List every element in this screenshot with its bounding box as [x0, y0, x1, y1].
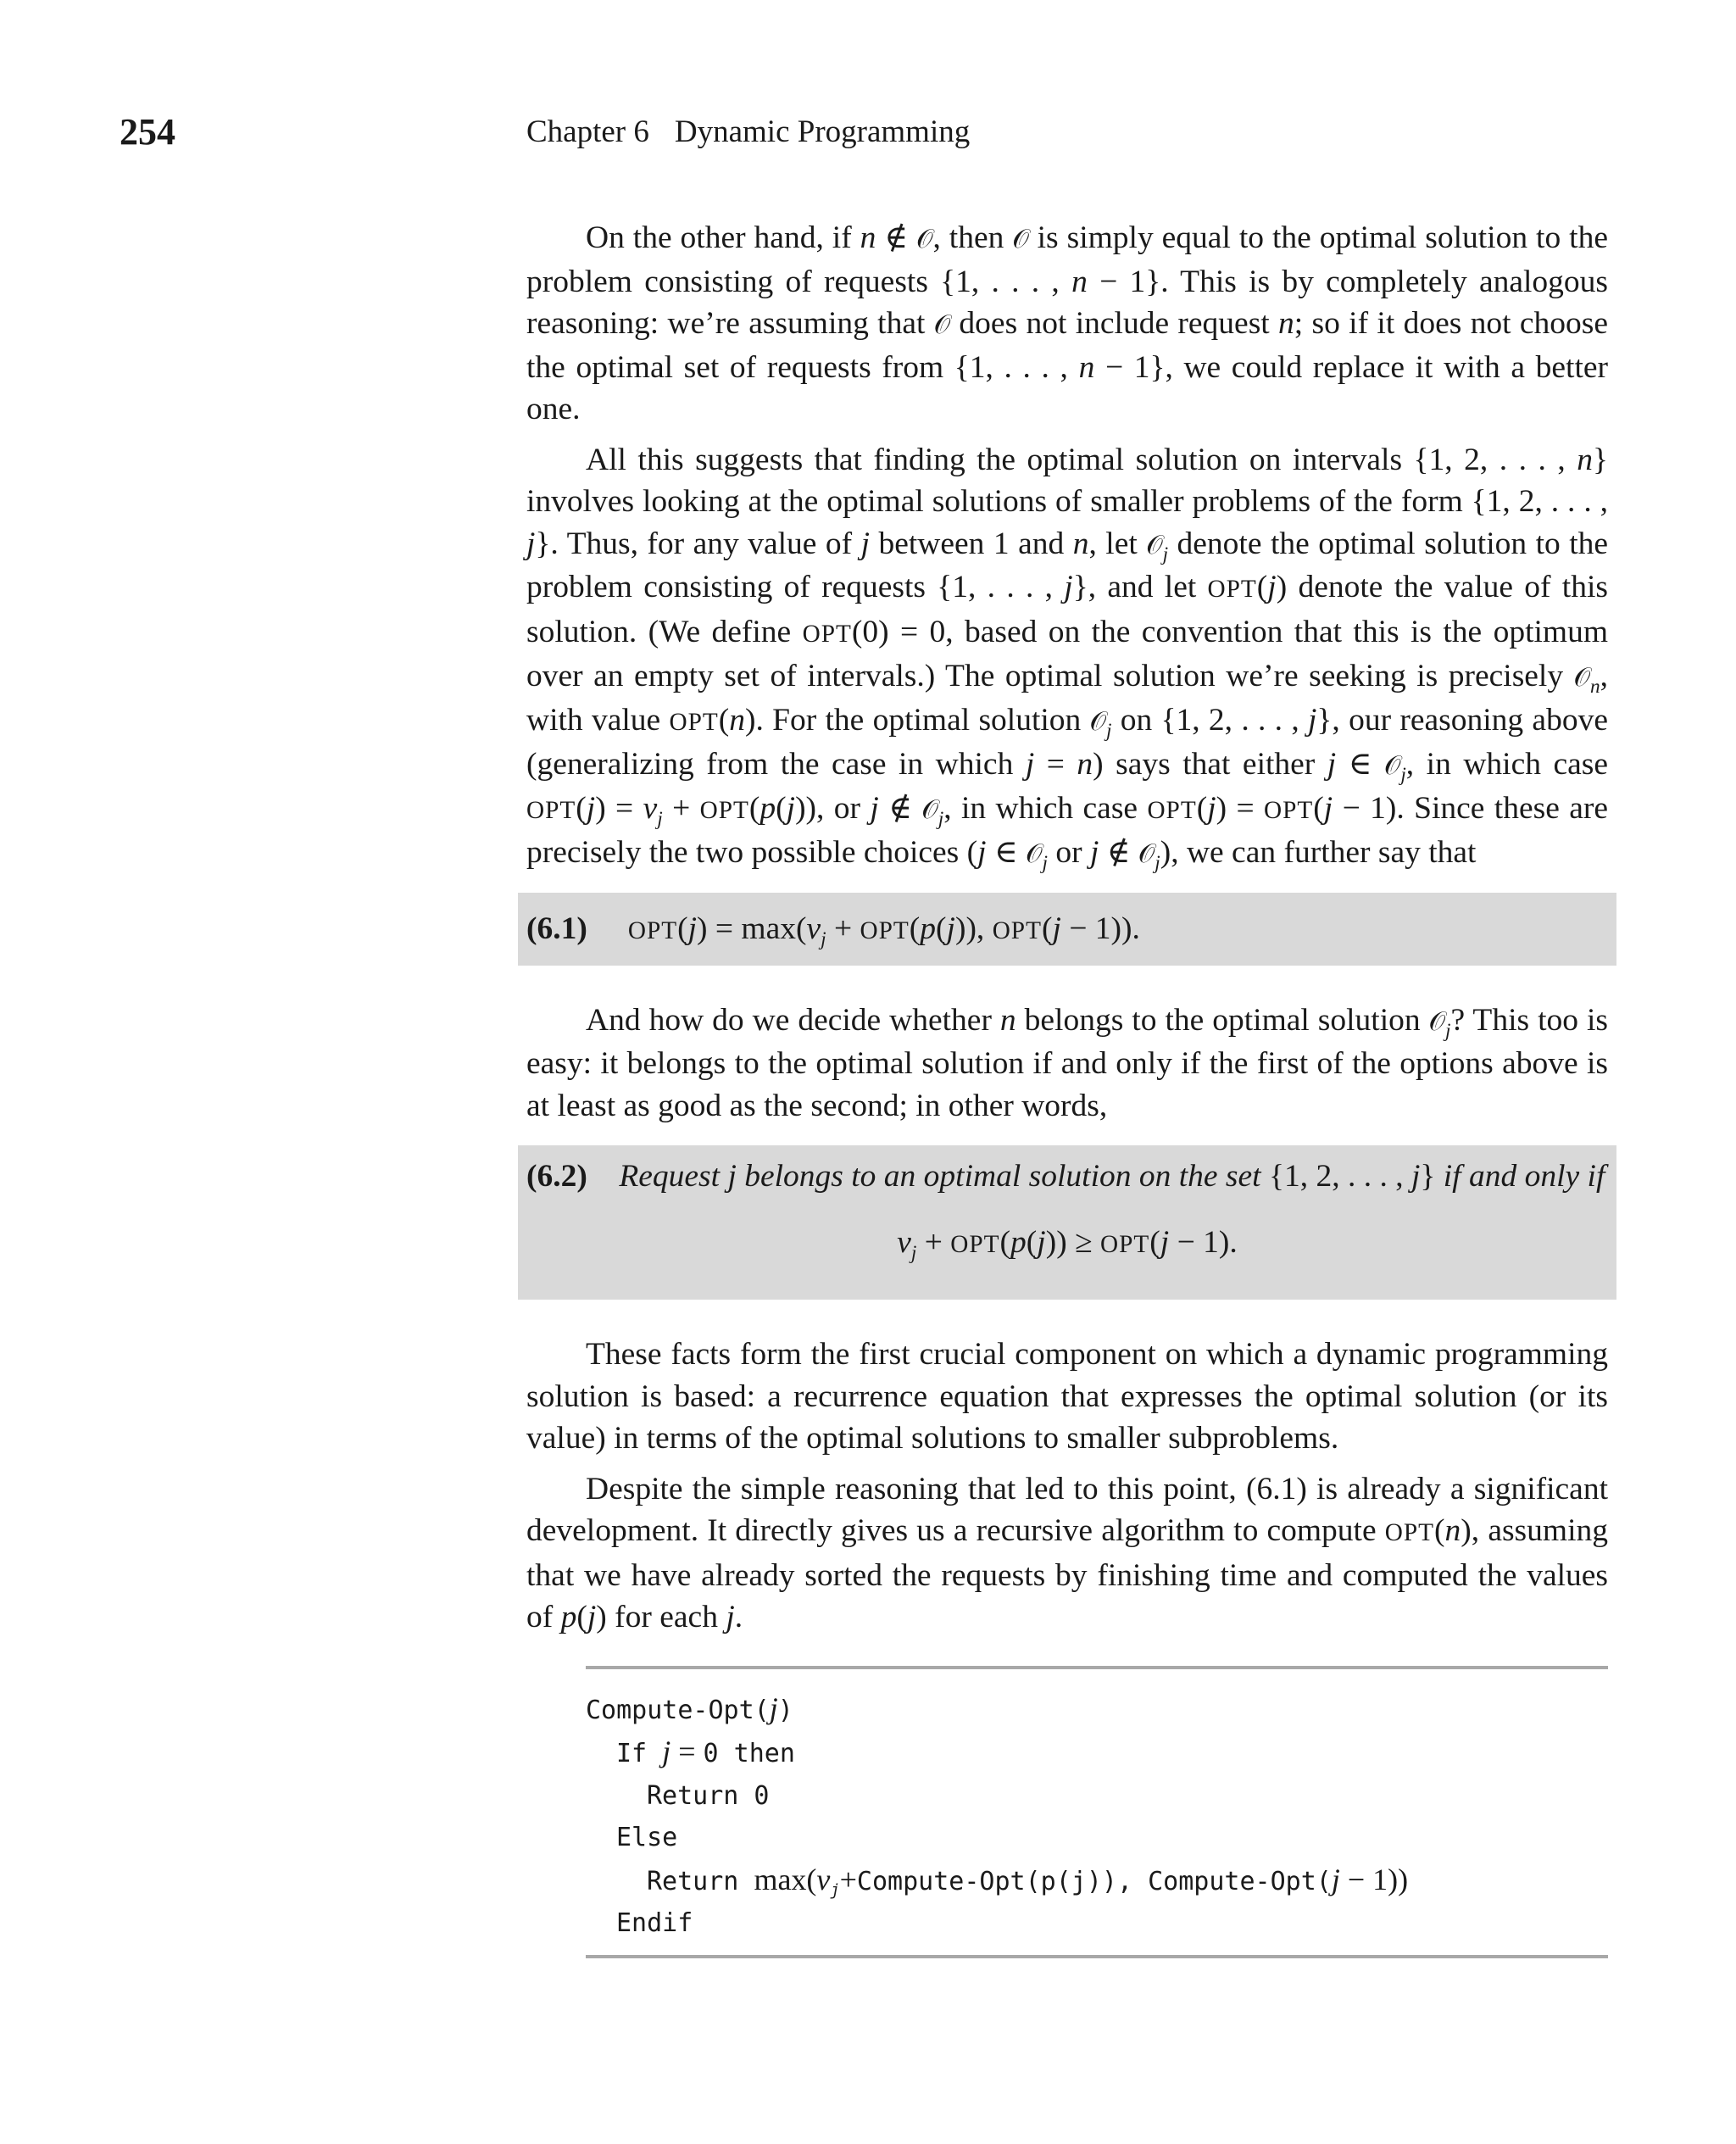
paragraph-4: These facts form the first crucial component on which a dynamic programming solution is based: a recurrence equation that expresses the optimal solution (or its value) in terms of the optimal solutions to smaller subproblems. [526, 1337, 1608, 1456]
chapter-title: Dynamic Programming [674, 114, 971, 149]
algo-line-4: Else [616, 1823, 678, 1852]
algo-line-1: Compute-Opt(j) [586, 1690, 793, 1725]
algo-line-3: Return 0 [647, 1780, 770, 1811]
chapter-label: Chapter 6 [526, 114, 649, 149]
equation-6-1-box [518, 893, 1616, 966]
algorithm-box [586, 1666, 1608, 1958]
algo-line-2: If j = 0 then [616, 1735, 795, 1768]
equation-6-1-label: (6.1) [526, 911, 587, 946]
equation-6-2-display: $v_j + OPT(p(j)) \ge OPT(j - 1)$. [897, 1224, 1238, 1264]
equation-6-1-formula: $OPT(j) = \max(v_j + OPT(p(j))$, OPT(j − 1)). [627, 911, 1140, 951]
equation-6-2-box [518, 1145, 1616, 1300]
paragraph-3: And how do we decide whether n belongs to the optimal solution 𝒪$_j$? This too is easy: it belongs to the optimal solution if and only if the first of the options above is at least as good as the second; in other words, [526, 1002, 1608, 1123]
paragraph-5: Despite the simple reasoning that led to this point, (6.1) is already a significant development. It directly gives us a recursive algorithm to compute OPT(n), assuming that we have already sorted the requests by finishing time and computed the values of p(j) for each j. [526, 1471, 1608, 1634]
paragraph-2: All this suggests that finding the optimal solution on intervals {1, 2, . . . , n} involves looking at the optimal solutions of smaller problems of the form {1, 2, . . . , j}. Thus, for any value of j between 1 and n, let 𝒪$_j$ denote the optimal solution to the problem consisting of requests {1, . . . , j}, and let OPT(j) denote the value of this solution. (We define OPT(0) = 0, based on the convention that this is the optimum over an empty set of intervals.) The optimal solution we’re seeking is precisely 𝒪$_n$, with value OPT(n). For the optimal solution 𝒪$_j$ on {1, 2, . . . , j}, our reasoning above (generalizing from the case in which j = n) says that either j ∈ 𝒪$_j$, in which case $OPT(j) = v_j + OPT(p(j))$, or j ∉ 𝒪$_j$, in which case OPT(j) = OPT(j − 1). Since these are precisely the two possible choices (j ∈ 𝒪$_j$ or j ∉ 𝒪$_j$), we can further say that [526, 442, 1609, 875]
page-number: 254 [120, 111, 175, 153]
running-head [526, 114, 970, 150]
algo-line-6: Endif [616, 1908, 693, 1938]
text-column [526, 217, 1608, 1958]
paragraph-1: On the other hand, if n ∉ 𝒪, then 𝒪 is simply equal to the optimal solution to the problem consisting of requests {1, . . . , n − 1}. This is by completely analogous reasoning: we’re assuming that 𝒪 does not include request n; so if it does not choose the optimal set of requests from {1, . . . , n − 1}, we could replace it with a better one. [526, 220, 1608, 426]
equation-6-2-statement: (6.2) Request j belongs to an optimal solution on the set {1, 2, . . . , j} if and only if [526, 1159, 1605, 1194]
algo-line-5: Return $\max(v_j+Compute-Opt(p(j))$, Compute-Opt(j − 1)) [647, 1862, 1409, 1899]
